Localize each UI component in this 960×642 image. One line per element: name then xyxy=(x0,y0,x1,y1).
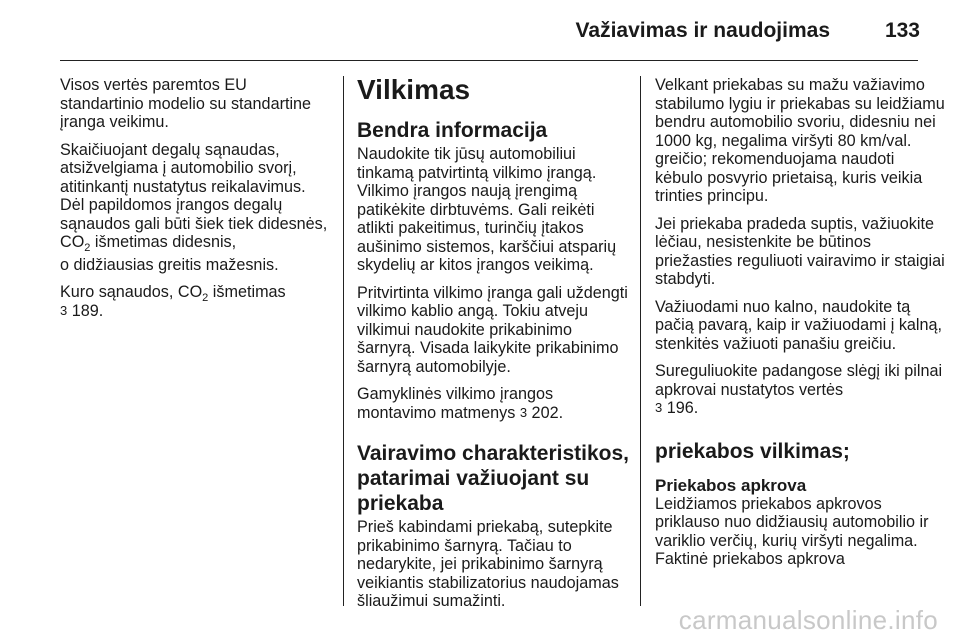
paragraph: Skaičiuojant degalų sąnaudas, atsižvelgiama į automobilio svorį, atitinkantį nustatytus reikalavimus. Dėl papildomos įrangos degalų sąnaudos gali būti šiek tiek didesnės, $CO_2$ išmetimas didesnis, xyxy=(60,140,328,255)
paragraph: Sureguliuokite padangose slėgį iki pilnai apkrovai nustatytos vertės 3 196. xyxy=(655,362,943,417)
page-number: 133 xyxy=(884,19,920,42)
paragraph: Važiuodami nuo kalno, naudokite tą pačią pavarą, kaip ir važiuodami į kalną, stenkitės važiuoti panašiu greičiu. xyxy=(655,297,943,353)
column-2 xyxy=(357,76,629,620)
paragraph: o didžiausias greitis mažesnis. xyxy=(60,255,279,274)
subsection-heading: Bendra informacija xyxy=(357,119,548,142)
subsection-heading: Priekabos apkrova xyxy=(655,475,807,495)
column-3 xyxy=(655,76,945,578)
page-reference-icon: 3 xyxy=(655,400,663,415)
page-reference[interactable]: 196. xyxy=(662,399,699,417)
subsection-heading: priekabos vilkimas; xyxy=(655,439,850,463)
paragraph: Naudokite tik jūsų automobiliui tinkamą patvirtintą vilkimo įrangą. Vilkimo įrangos naują įrengimą patikėkite dirbtuvėms. Gali reikėti atlikti pakeitimus, turinčių įtakos aušinimo sistemos, karščiui atsparių skydelių ar kitos įrangos veikimą. xyxy=(357,145,617,274)
paragraph: Leidžiamos priekabos apkrovos priklauso nuo didžiausių automobilio ir variklio verčių, kurių viršyti negalima. Faktinė priekabos apkrova xyxy=(655,494,929,568)
paragraph: Gamyklinės vilkimo įrangos montavimo matmenys 3 202. xyxy=(357,385,564,422)
page-reference-icon: 3 xyxy=(60,302,68,318)
subsection-heading: Vairavimo charakteristikos, patarimai važiuojant su priekaba xyxy=(357,442,629,515)
paragraph: Kuro sąnaudos, $CO_2$ išmetimas 3 189. xyxy=(60,283,286,320)
column-divider-2 xyxy=(640,76,641,606)
paragraph: Pritvirtinta vilkimo įranga gali uždengti vilkimo kablio angą. Tokiu atveju vilkimui naudokite prikabinimo šarnyrą. Visada laikykite prikabinimo šarnyrą automobilyje. xyxy=(357,283,628,376)
page-header-title: Važiavimas ir naudojimas xyxy=(575,19,830,42)
section-heading: Vilkimas xyxy=(357,74,471,105)
page-reference[interactable]: 202. xyxy=(527,403,564,422)
column-1 xyxy=(60,76,328,330)
watermark: carmanualsonline.info xyxy=(678,605,938,635)
column-divider-1 xyxy=(343,76,344,606)
paragraph: Visos vertės paremtos EU standartinio modelio su standartine įranga veikimu. xyxy=(60,76,312,131)
header-divider xyxy=(60,60,918,61)
page-reference[interactable]: 189. xyxy=(67,301,104,320)
paragraph: Jei priekaba pradeda suptis, važiuokite lėčiau, nesistenkite be būtinos priežasties reguliuoti vairavimo ir staigiai stabdyti. xyxy=(655,214,945,288)
paragraph: Velkant priekabas su mažu važiavimo stabilumo lygiu ir priekabas su leidžiamu bendru automobilio svoriu, didesniu nei 1000 kg, negalima viršyti 80 km/val. greičio; rekomenduojama naudoti kėbulo posvyrio prietaisą, kuris veikia trinties principu. xyxy=(655,76,945,205)
paragraph: Prieš kabindami priekabą, sutepkite prikabinimo šarnyrą. Tačiau to nedarykite, jei prikabinimo šarnyrą veikiantis stabilizatorius naudojamas šliaužimui sumažinti. xyxy=(357,518,619,610)
page-reference-icon: 3 xyxy=(519,404,528,420)
